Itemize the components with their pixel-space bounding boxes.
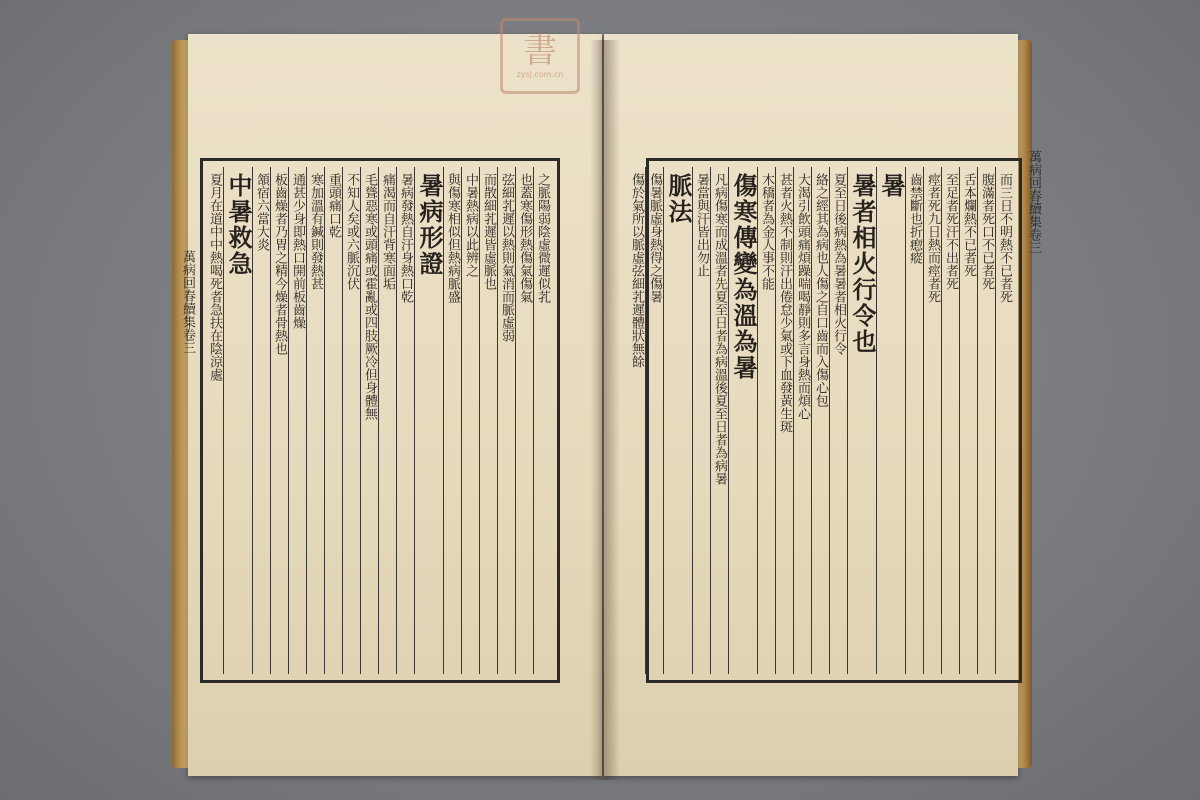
text-column	[443, 167, 461, 674]
book-spine	[590, 40, 620, 780]
text-column	[923, 167, 941, 674]
column-text: 板齒燥者乃胃之精今燥者骨熱也	[272, 173, 287, 355]
right-margin-label	[1024, 150, 1042, 258]
column-text: 夏至日後病熱為暑暑者相火行令	[831, 173, 846, 355]
column-text: 毛聳惡寒或頭痛或霍亂或四肢厥冷但身體無	[362, 173, 377, 420]
text-column	[360, 167, 378, 674]
column-text: 大渴引飲頭痛煩躁喘喝靜則多言身熱而煩心	[795, 173, 810, 420]
text-column	[905, 167, 923, 674]
text-column	[270, 167, 288, 674]
column-text: 弦細芤遲以熱則氣消而脈虛弱	[499, 173, 514, 342]
column-text: 也蓋寒傷形熱傷氣傷氣	[517, 173, 532, 303]
seal-glyph: 書	[523, 30, 557, 71]
text-column	[479, 167, 497, 674]
text-column	[497, 167, 515, 674]
text-column	[941, 167, 959, 674]
column-text: 脈法	[664, 173, 693, 225]
column-text: 舌本爛熱不已者死	[961, 173, 976, 277]
text-column	[710, 167, 728, 674]
column-text: 暑者相火行令也	[848, 173, 877, 355]
left-columns	[209, 167, 551, 674]
text-column	[378, 167, 396, 674]
column-text: 與傷寒相似但熱病脈盛	[445, 173, 460, 303]
column-text: 寒加溫有鍼則發熱甚	[308, 173, 323, 290]
text-column	[663, 167, 692, 674]
text-column	[396, 167, 414, 674]
column-text: 中暑救急	[224, 173, 253, 277]
column-text: 通甚少身即熱口開前板齒燥	[290, 173, 305, 329]
watermark-seal	[500, 18, 580, 94]
column-text: 腹滿者死口不已者死	[979, 173, 994, 290]
text-column	[692, 167, 710, 674]
right-columns	[629, 167, 1013, 674]
column-text: 痙者死九日熱而痙者死	[925, 173, 940, 303]
text-column	[728, 167, 757, 674]
right-margin-text: 萬病回春續集卷三	[1026, 150, 1041, 254]
column-text: 夏月在道中中熱喝死者急扶在陰涼處	[207, 173, 222, 381]
column-text: 傷暑脈虛身熱得之傷暑	[647, 173, 662, 303]
column-text: 暑	[877, 173, 906, 199]
text-column	[252, 167, 270, 674]
text-column	[775, 167, 793, 674]
column-text: 而三日不明熱不已者死	[997, 173, 1012, 303]
column-text: 而散細芤遲皆虛脈也	[481, 173, 496, 290]
text-column	[995, 167, 1013, 674]
column-text: 痛渴而自汗背寒面垢	[380, 173, 395, 290]
column-text: 暑病發熱自汗身熱口乾	[398, 173, 413, 303]
text-column	[645, 167, 663, 674]
text-column	[533, 167, 551, 674]
text-column	[342, 167, 360, 674]
column-text: 齒禁斷也折瘛瘲	[907, 173, 922, 264]
right-text-frame	[629, 158, 1022, 683]
text-column	[977, 167, 995, 674]
text-column	[793, 167, 811, 674]
column-text: 至足者死汗不出者死	[943, 173, 958, 290]
column-text: 暑當與汗皆出勿止	[694, 173, 709, 277]
text-column	[306, 167, 324, 674]
text-column	[223, 167, 252, 674]
column-text: 中暑熱病以此辨之	[463, 173, 478, 277]
column-text: 重頭痛口乾	[326, 173, 341, 238]
text-column	[876, 167, 905, 674]
column-text: 甚者火熱不制則汗出倦怠少氣或下血發黃生斑	[777, 173, 792, 433]
text-column	[628, 167, 645, 674]
left-margin-text: 萬病回春續集卷三	[180, 250, 195, 354]
text-column	[461, 167, 479, 674]
text-column	[847, 167, 876, 674]
text-column	[829, 167, 847, 674]
column-text: 暑病形證	[415, 173, 444, 277]
text-column	[288, 167, 306, 674]
text-column	[324, 167, 342, 674]
column-text: 傷於氣所以脈虛弦細芤遲體狀無餘	[629, 173, 644, 368]
column-text: 木穚者為金人事不能	[759, 173, 774, 290]
left-margin-label	[178, 250, 196, 358]
left-text-frame	[200, 158, 560, 683]
column-text: 頷宿六當大炎	[254, 173, 269, 251]
column-text: 傷寒傳變為溫為暑	[729, 173, 758, 381]
text-column	[757, 167, 775, 674]
column-text: 絡之經其為病也人傷之自口齒而入傷心包	[813, 173, 828, 407]
column-text: 之脈陽弱陰虛微遲似芤	[535, 173, 550, 303]
text-column	[206, 167, 223, 674]
text-column	[811, 167, 829, 674]
text-column	[959, 167, 977, 674]
seal-site: zysj.com.cn	[516, 69, 564, 79]
column-text: 不知人矣或六脈沉伏	[344, 173, 359, 290]
text-column	[515, 167, 533, 674]
column-text: 凡病傷寒而成溫者先夏至日者為病溫後夏至日者為病暑	[712, 173, 727, 485]
text-column	[414, 167, 443, 674]
